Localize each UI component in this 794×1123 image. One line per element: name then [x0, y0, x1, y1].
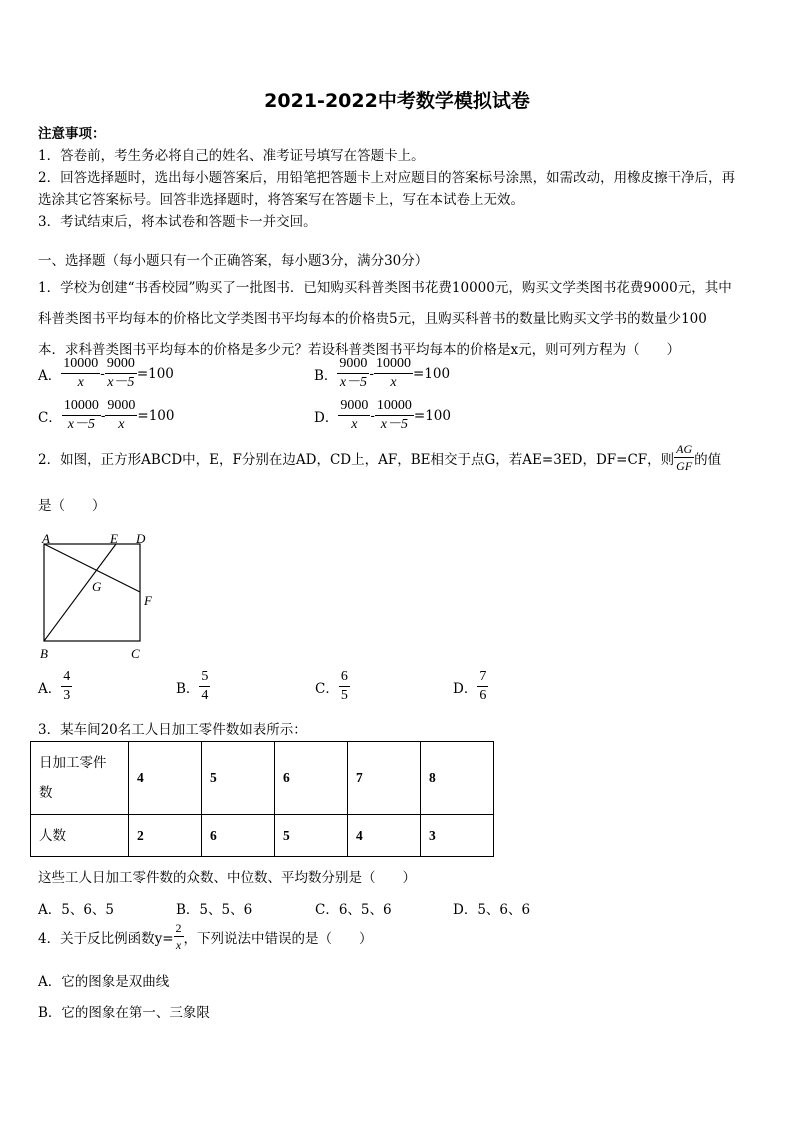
label-b: B — [40, 646, 48, 661]
label-c: C — [131, 646, 140, 661]
segment-be — [44, 544, 116, 641]
table-cell: 7 — [348, 742, 421, 815]
notice-item: 2．回答选择题时，选出每小题答案后，用铅笔把答题卡上对应题目的答案标号涂黑，如需改动，用橡皮擦干净后，再 — [38, 170, 736, 186]
q3-question: 这些工人日加工零件数的众数、中位数、平均数分别是（ ） — [38, 870, 416, 886]
q2-option-c: C． $\frac{6}{5}$ — [315, 669, 348, 703]
table-cell: 2 — [129, 815, 202, 857]
q3-option-a: A．5、6、5 — [38, 902, 115, 918]
q3-option-b: B．5、5、6 — [176, 902, 253, 918]
q1-option-d: D． $\frac{9000}{x}$ - $\frac{10000}{x-5}$ =100 — [314, 398, 451, 432]
q2-option-a: A． $\frac{4}{3}$ — [38, 669, 71, 703]
q1-option-c: C． $\frac{10000}{x-5}$ - $\frac{9000}{x}$ =100 — [38, 398, 175, 432]
q3-table — [30, 741, 494, 857]
page-title: 2021-2022中考数学模拟试卷 — [264, 90, 530, 112]
q2-option-d: D． $\frac{7}{6}$ — [453, 669, 487, 703]
table-cell: 6 — [275, 742, 348, 815]
label-a: A — [42, 531, 50, 546]
table-cell: 日加工零件 数 — [31, 742, 129, 815]
section-heading: 一、选择题（每小题只有一个正确答案，每小题3分，满分30分） — [38, 253, 429, 269]
q3-text: 3．某车间20名工人日加工零件数如表所示： — [38, 722, 307, 738]
table-cell: 5 — [202, 742, 275, 815]
table-row — [31, 742, 494, 815]
notice-item: 3．考试结束后，将本试卷和答题卡一并交回。 — [38, 214, 317, 230]
q3-option-d: D．5、6、6 — [453, 902, 531, 918]
q3-option-c: C．6、5、6 — [315, 902, 392, 918]
q1-option-b: B． $\frac{9000}{x-5}$ - $\frac{10000}{x}$ =100 — [314, 356, 451, 390]
q2-text: 是（ ） — [38, 498, 106, 514]
q4-option-a: A．它的图象是双曲线 — [38, 974, 170, 990]
q2-square-figure — [36, 530, 166, 662]
q2-option-b: B． $\frac{5}{4}$ — [176, 669, 209, 703]
table-cell: 8 — [421, 742, 494, 815]
q2-text: 2．如图，正方形ABCD中，E，F分别在边AD，CD上，AF，BE相交于点G，若AE=3ED，DF=CF，则 $\frac{AG}{GF}$ 的值 — [38, 442, 722, 473]
q1-option-a: A． $\frac{10000}{x}$ - $\frac{9000}{x-5}$ =100 — [38, 356, 174, 390]
table-cell: 5 — [275, 815, 348, 857]
table-cell: 人数 — [31, 815, 129, 857]
label-f: F — [144, 593, 152, 608]
q1-text: 本．求科普类图书平均每本的价格是多少元？若设科普类图书平均每本的价格是x元，则可列方程为（ ） — [38, 342, 681, 358]
q1-text: 1．学校为创建“书香校园”购买了一批图书．已知购买科普类图书花费10000元，购买文学类图书花费9000元，其中 — [38, 280, 732, 296]
label-g: G — [92, 579, 102, 594]
table-row — [31, 815, 494, 857]
notice-item: 选涂其它答案标号。回答非选择题时，将答案写在答题卡上，写在本试卷上无效。 — [38, 192, 524, 208]
table-cell: 3 — [421, 815, 494, 857]
label-e: E — [110, 531, 118, 546]
q4-option-b: B．它的图象在第一、三象限 — [38, 1005, 210, 1021]
q4-text: 4．关于反比例函数y= $\frac{2}{x}$ ，下列说法中错误的是（ ） — [38, 921, 373, 952]
q1-text: 科普类图书平均每本的价格比文学类图书平均每本的价格贵5元，且购买科普书的数量比购买文学书的数量少100 — [38, 311, 707, 327]
table-cell: 6 — [202, 815, 275, 857]
notice-heading: 注意事项： — [38, 126, 106, 142]
notice-item: 1．答卷前，考生务必将自己的姓名、准考证号填写在答题卡上。 — [38, 148, 425, 164]
table-cell: 4 — [348, 815, 421, 857]
label-d: D — [136, 531, 146, 546]
table-cell: 4 — [129, 742, 202, 815]
